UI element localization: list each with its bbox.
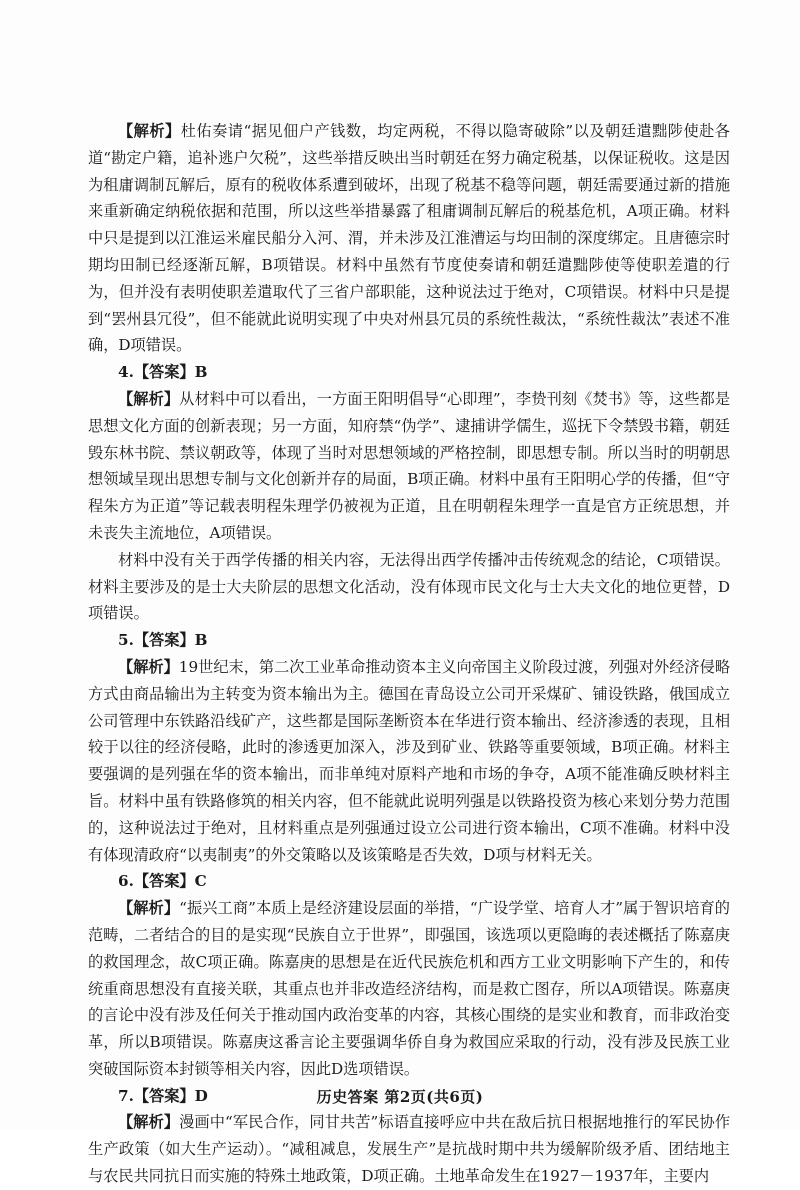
answer-line [88,868,730,895]
answer-line [88,359,730,386]
answer-label: 【答案】 [133,631,195,650]
analysis-label: 【解析】 [118,122,181,140]
answer-value: C [194,872,207,891]
analysis-paragraph [88,1109,730,1189]
answer-value: B [194,631,208,650]
analysis-paragraph [88,654,730,868]
answer-label: 【答案】 [133,363,195,382]
analysis-label: 【解析】 [118,657,179,676]
analysis-label: 【解析】 [118,899,180,918]
answer-content [88,118,730,1190]
analysis-paragraph [88,895,730,1083]
question-number: 7. [118,1086,134,1105]
question-number: 4. [118,363,134,382]
analysis-text: 19世纪末，第二次工业革命推动资本主义向帝国主义阶段过渡，列强对外经济侵略方式由商品输出为主转变为资本输出为主。德国在青岛设立公司开采煤矿、铺设铁路，俄国成立公司管理中东铁路沿线矿产，这些都是国际垄断资本在华进行资本输出、经济渗透的表现，且相较于以往的经济侵略，此时的渗透更加深入，涉及到矿业、铁路等重要领域，B项正确。材料主要强调的是列强在华的资本输出，而非单纯对原料产地和市场的争夺，A项不能准确反映材料主旨。材料中虽有铁路修筑的相关内容，但不能就此说明列强是以铁路投资为核心来划分势力范围的，这种说法过于绝对，且材料重点是列强通过设立公司进行资本输出，C项不准确。材料中没有体现清政府“以夷制夷”的外交策略以及该策略是否失效，D项与材料无关。 [88,657,731,864]
analysis-text: 漫画中“军民合作，同甘共苦”标语直接呼应中共在敌后抗日根据地推行的军民协作生产政策（如大生产运动）。“减租减息，发展生产”是抗战时期中共为缓解阶级矛盾、团结地主与农民共同抗日而实施的特殊土地政策，D项正确。土地革命发生在1927－1937年，主要内 [88,1113,731,1186]
answer-line [88,627,730,654]
answer-label: 【答案】 [133,1086,195,1105]
analysis-paragraph [88,118,730,359]
answer-value: B [194,363,208,382]
body-paragraph: 材料中没有关于西学传播的相关内容，无法得出西学传播冲击传统观念的结论，C项错误。材料主要涉及的是士大夫阶层的思想文化活动，没有体现市民文化与士大夫文化的地位更替，D项错误。 [88,550,730,623]
analysis-text: 从材料中可以看出，一方面王阳明倡导“心即理”，李贽刊刻《焚书》等，这些都是思想文化方面的创新表现；另一方面，知府禁“伪学”、逮捕讲学儒生，巡抚下令禁毁书籍，朝廷毁东林书院、禁议朝政等，体现了当时对思想领域的严格控制，即思想专制。所以当时的明朝思想领域呈现出思想专制与文化创新并存的局面，B项正确。材料中虽有王阳明心学的传播，但“守程朱方为正道”等记载表明程朱理学仍被视为正道，且在明朝程朱理学一直是官方正统思想，并未丧失主流地位，A项错误。 [88,389,731,542]
question-number: 6. [118,872,134,891]
analysis-label: 【解析】 [118,1113,180,1132]
analysis-label: 【解析】 [118,389,180,408]
analysis-text: 杜佑奏请“据见佃户产钱数，均定两税，不得以隐寄破除”以及朝廷遣黜陟使赴各道“勘定户籍，追补逃户欠税”，这些举措反映出当时朝廷在努力确定税基，以保证税收。这是因为租庸调制瓦解后，原有的税收体系遭到破坏，出现了税基不稳等问题，朝廷需要通过新的措施来重新确定纳税依据和范围，所以这些举措暴露了租庸调制瓦解后的税基危机，A项正确。材料中只是提到以江淮运米雇民船分入河、渭，并未涉及江淮漕运与均田制的深度绑定。且唐德宗时期均田制已经逐渐瓦解，B项错误。材料中虽然有节度使奏请和朝廷遣黜陟使等使职差遣的行为，但并没有表明使职差遣取代了三省户部职能，这种说法过于绝对，C项错误。材料中只是提到“罢州县冗役”，但不能就此说明实现了中央对州县冗员的系统性裁汰，“系统性裁汰”表述不准确，D项错误。 [88,122,730,355]
analysis-text: “振兴工商”本质上是经济建设层面的举措，“广设学堂、培育人才”属于智识培育的范畴，二者结合的目的是实现“民族自立于世界”，即强国，该选项以更隐晦的表述概括了陈嘉庚的救国理念，故C项正确。陈嘉庚的思想是在近代民族危机和西方工业文明影响下产生的，和传统重商思想没有直接关联，其重点也并非改造经济结构，而是救亡图存，所以A项错误。陈嘉庚的言论中没有涉及任何关于推动国内政治变革的内容，其核心围绕的是实业和教育，而非政治变革，所以B项错误。陈嘉庚这番言论主要强调华侨自身为救国应采取的行动，没有涉及民族工业突破国际资本封锁等相关内容，因此D选项错误。 [88,899,730,1078]
answer-label: 【答案】 [133,872,195,891]
answer-value: D [194,1086,208,1105]
analysis-paragraph [88,386,730,547]
question-number: 5. [118,631,134,650]
page-footer: 历史答案 第2页(共6页) [316,1088,484,1106]
